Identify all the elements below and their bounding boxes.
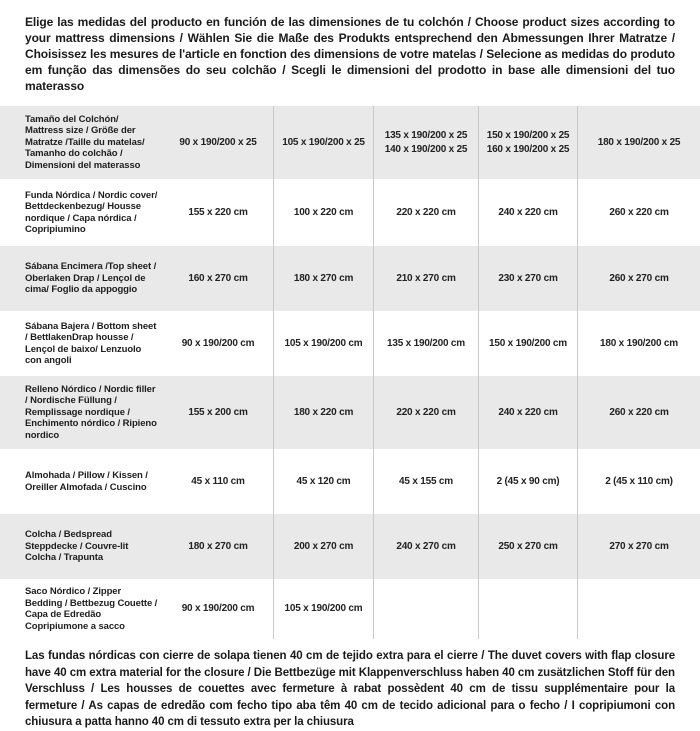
size-cell xyxy=(273,246,373,311)
size-cell-line: 90 x 190/200 x 25 xyxy=(179,136,257,148)
size-cell-line: 200 x 270 cm xyxy=(293,540,354,552)
size-cell-line: 135 x 190/200 cm xyxy=(387,337,465,349)
size-cell-line: 45 x 155 cm xyxy=(399,475,453,487)
size-cell-line: 240 x 220 cm xyxy=(498,206,558,218)
size-cell xyxy=(163,106,273,179)
size-cell xyxy=(577,514,700,579)
size-cell xyxy=(478,579,577,639)
size-cell xyxy=(273,514,373,579)
size-cell xyxy=(163,579,273,639)
table-row xyxy=(0,376,700,449)
size-cell xyxy=(373,106,478,179)
table-row xyxy=(0,514,700,579)
size-cell-line: 240 x 270 cm xyxy=(396,540,456,552)
size-cell xyxy=(273,311,373,376)
size-cell-line: 105 x 190/200 cm xyxy=(284,337,363,349)
row-label: Almohada / Pillow / Kissen / Oreiller Almofada / Cuscino xyxy=(25,470,148,493)
size-cell-line: 135 x 190/200 x 25 xyxy=(384,130,468,141)
row-label: Colcha / Bedspread Steppdecke / Couvre-lit Colcha / Trapunta xyxy=(25,529,129,564)
size-cell-line: 180 x 270 cm xyxy=(293,272,354,284)
size-cell xyxy=(273,449,373,514)
row-label: Relleno Nórdico / Nordic filler / Nordische Füllung / Remplissage nordique / Enchimento nórdico / Ripieno nordico xyxy=(25,383,157,441)
size-cell-line: 150 x 190/200 cm xyxy=(489,337,567,349)
size-cell-line: 240 x 220 cm xyxy=(498,406,558,418)
size-cell xyxy=(163,246,273,311)
footer-note: Las fundas nórdicas con cierre de solapa tienen 40 cm de tejido extra para el cierre / The duvet covers with flap closure have 40 cm extra material for the closure / Die Bettbezüge mit Klappenverschluss haben 40 cm zusätzlichen Stoff für den Verschluss / Les housses de couettes avec fermeture à rabat possèdent 40 cm de tissu supplémentaire pour la fermeture / As capas de edredão com fecho tipo aba têm 40 cm de tecido adicional para o fecho / I copripiumoni con chiusura a patta hanno 40 cm di tessuto extra per la chiusura xyxy=(25,650,675,728)
table-row xyxy=(0,246,700,311)
size-cell xyxy=(373,376,478,449)
size-cell xyxy=(478,311,577,376)
size-cell xyxy=(577,579,700,639)
size-cell xyxy=(577,449,700,514)
size-cell-line: 105 x 190/200 x 25 xyxy=(282,136,365,148)
size-cell xyxy=(273,579,373,639)
size-cell xyxy=(163,179,273,246)
size-cell xyxy=(478,179,577,246)
size-cell-line: 260 x 220 cm xyxy=(609,406,669,418)
size-cell-line: 2 (45 x 110 cm) xyxy=(605,475,673,487)
size-cell-line: 230 x 270 cm xyxy=(498,272,558,284)
size-cell-line: 260 x 220 cm xyxy=(609,206,669,218)
size-guide-page xyxy=(0,14,700,728)
size-cell-line: 100 x 220 cm xyxy=(293,206,354,218)
size-cell xyxy=(478,106,577,179)
size-cell xyxy=(373,449,478,514)
row-label: Sábana Bajera / Bottom sheet / BettlakenDrap housse / Lençol de baixo/ Lenzuolo con angoli xyxy=(25,320,157,366)
size-cell xyxy=(577,376,700,449)
size-cell xyxy=(577,311,700,376)
size-cell-line: 90 x 190/200 cm xyxy=(181,603,255,615)
size-cell-line: 220 x 220 cm xyxy=(396,206,456,218)
size-cell-line: 105 x 190/200 cm xyxy=(284,603,363,615)
size-cell xyxy=(163,449,273,514)
size-cell xyxy=(478,449,577,514)
size-cell-line: 45 x 120 cm xyxy=(296,475,351,487)
size-cell-line: 140 x 190/200 x 25 xyxy=(384,143,468,155)
size-cell xyxy=(273,179,373,246)
size-cell-line: 180 x 270 cm xyxy=(188,540,248,552)
size-cell xyxy=(577,106,700,179)
size-cell xyxy=(373,246,478,311)
size-cell xyxy=(478,514,577,579)
size-cell-line: 155 x 200 cm xyxy=(188,406,248,418)
size-cell xyxy=(577,179,700,246)
size-cell-line: 2 (45 x 90 cm) xyxy=(496,475,560,487)
size-cell xyxy=(373,514,478,579)
size-cell-line: 180 x 190/200 cm xyxy=(600,337,678,349)
table-row xyxy=(0,579,700,639)
size-cell xyxy=(478,246,577,311)
row-label: Sábana Encimera /Top sheet / Oberlaken Drap / Lençol de cima/ Foglio da appoggio xyxy=(25,261,157,296)
size-cell-line: 180 x 190/200 x 25 xyxy=(597,136,681,148)
table-row xyxy=(0,449,700,514)
size-cell-line: 250 x 270 cm xyxy=(498,540,558,552)
size-cell-line: 180 x 220 cm xyxy=(293,406,354,418)
size-table xyxy=(0,106,700,639)
size-cell-line: 270 x 270 cm xyxy=(609,540,669,552)
size-cell xyxy=(163,514,273,579)
size-cell xyxy=(373,179,478,246)
size-cell-line: 150 x 190/200 x 25 xyxy=(486,130,570,141)
size-cell-line: 90 x 190/200 cm xyxy=(181,337,255,349)
size-cell xyxy=(273,106,373,179)
size-cell xyxy=(163,311,273,376)
size-cell-line: 210 x 270 cm xyxy=(396,272,456,284)
size-cell xyxy=(163,376,273,449)
intro-text: Elige las medidas del producto en función de las dimensiones de tu colchón / Choose product sizes according to your mattress dimensions / Wählen Sie die Maße des Produkts entsprechend den Abmessungen Ihrer Matratze / Choisissez les mesures de l'article en fonction des dimensions de votre matelas / Selecione as medidas do produto em função das dimensões do seu colchão / Scegli le dimensioni del prodotto in base alle dimensioni del tuo materasso xyxy=(25,15,675,93)
size-cell xyxy=(478,376,577,449)
table-row xyxy=(0,179,700,246)
size-cell-line: 260 x 270 cm xyxy=(609,272,669,284)
size-cell-line: 45 x 110 cm xyxy=(191,475,245,487)
size-cell-line: 160 x 270 cm xyxy=(188,272,248,284)
size-cell-line: 160 x 190/200 x 25 xyxy=(486,143,570,155)
size-cell-line: 220 x 220 cm xyxy=(396,406,456,418)
size-cell xyxy=(577,246,700,311)
row-label: Funda Nórdica / Nordic cover/ Bettdeckenbezug/ Housse nordique / Capa nórdica / Copripiumino xyxy=(25,189,158,235)
table-row xyxy=(0,311,700,376)
size-cell xyxy=(373,579,478,639)
size-cell xyxy=(273,376,373,449)
table-row xyxy=(0,106,700,179)
size-cell xyxy=(373,311,478,376)
size-cell-line: 155 x 220 cm xyxy=(188,206,248,218)
row-label: Tamaño del Colchón/ Mattress size / Größe der Matratze /Taille du matelas/ Tamanho do colchão / Dimensioni del materasso xyxy=(25,113,145,171)
row-label: Saco Nórdico / Zipper Bedding / Bettbezug Couette / Capa de Edredão Copripiumone a sacco xyxy=(25,586,158,632)
